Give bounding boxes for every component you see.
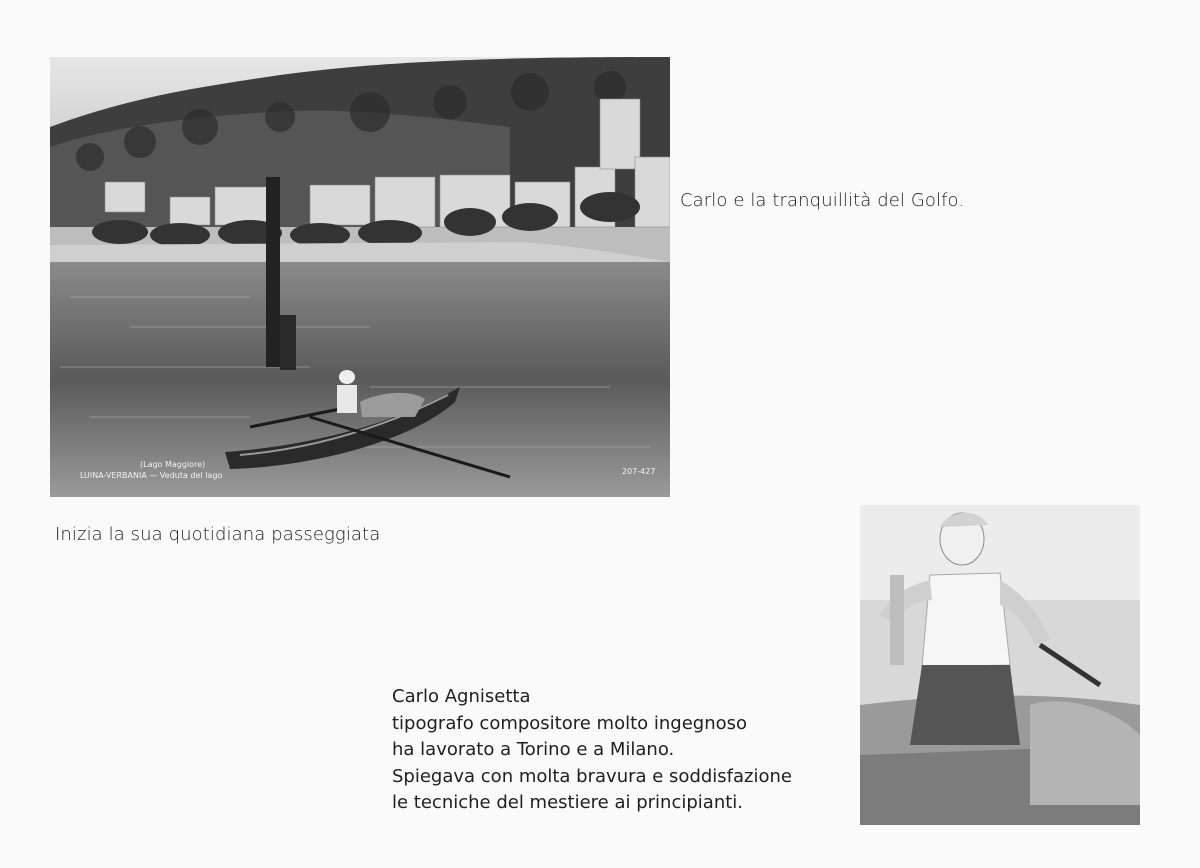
- bio-line-profession: tipografo compositore molto ingegnoso: [392, 712, 748, 734]
- lake-postcard-photo: [50, 57, 670, 497]
- bio-line-work: ha lavorato a Torino e a Milano.: [392, 739, 675, 760]
- carlo-portrait-photo: [860, 505, 1140, 825]
- postcard-label-region: (Lago Maggiore): [140, 460, 206, 469]
- lake-scene-illustration: [50, 57, 670, 497]
- portrait-illustration: [860, 505, 1140, 825]
- caption-daily-walk: Inizia la sua quotidiana passeggiata: [55, 524, 381, 545]
- postcard-label-place: LUINA-VERBANIA — Veduta del lago: [80, 471, 223, 480]
- bio-line-teaching: Spiegava con molta bravura e soddisfazione: [392, 765, 792, 787]
- bio-line-techniques: le tecniche del mestiere ai principianti.: [392, 792, 744, 813]
- bio-name: Carlo Agnisetta: [392, 686, 531, 707]
- postcard-code: 207-427: [622, 467, 656, 476]
- carlo-biography: [392, 684, 792, 817]
- caption-tranquillity: Carlo e la tranquillità del Golfo.: [680, 190, 965, 211]
